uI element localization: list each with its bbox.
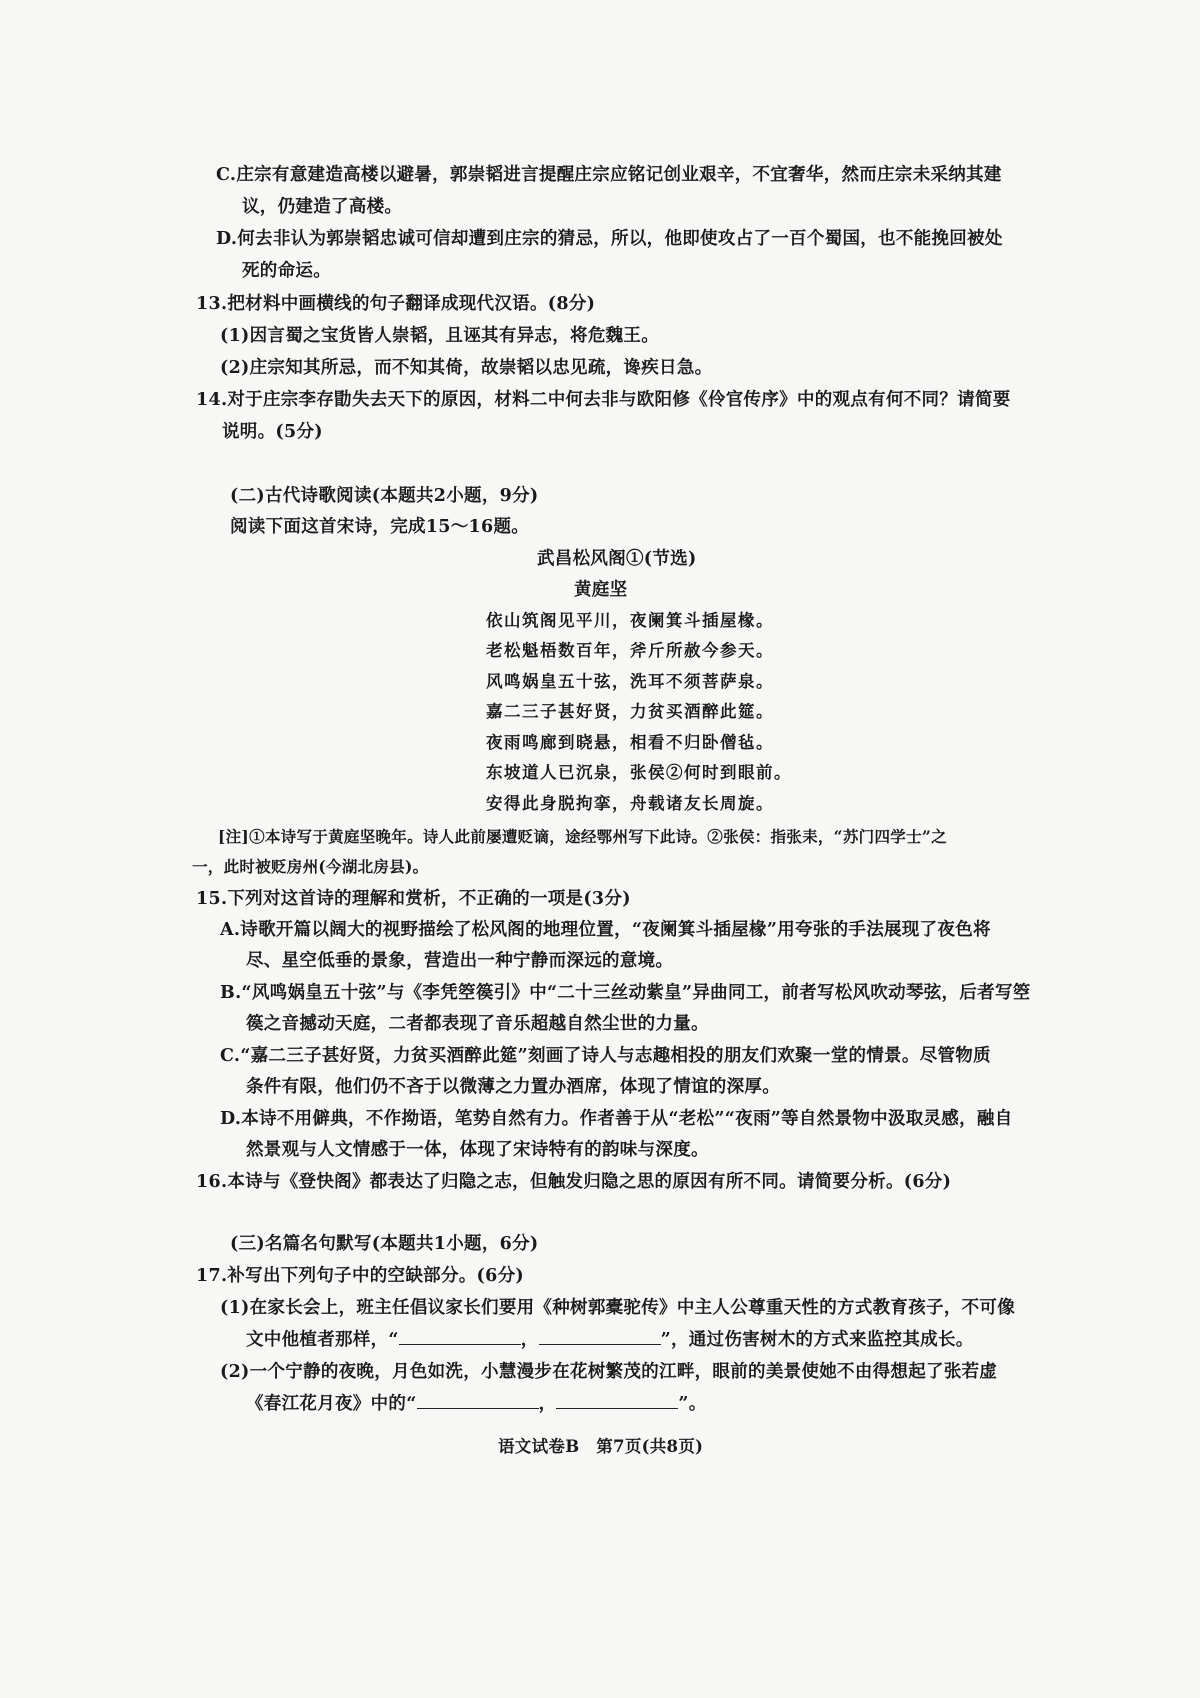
- fill-blank-2[interactable]: [539, 1326, 661, 1345]
- option-15a-line-2: 尽、星空低垂的景象，营造出一种宁静而深远的意境。: [246, 951, 674, 971]
- question-17: 17.补写出下列句子中的空缺部分。(6分): [196, 1266, 524, 1286]
- fill-2-suffix: ”。: [678, 1394, 707, 1414]
- poem-line-5: 夜雨鸣廊到晓悬，相看不归卧僧毡。: [486, 733, 774, 752]
- question-17-1-line-2: [246, 1325, 974, 1355]
- option-15c-line-1: C.“嘉二三子甚好贤，力贫买酒醉此筵”刻画了诗人与志趣相投的朋友们欢聚一堂的情景。尽管物质: [220, 1046, 991, 1066]
- option-15b-line-2: 篌之音撼动天庭，二者都表现了音乐超越自然尘世的力量。: [246, 1014, 709, 1034]
- poem-line-6: 东坡道人已沉泉，张侯②何时到眼前。: [486, 763, 792, 782]
- section-2-heading: (二)古代诗歌阅读(本题共2小题，9分): [230, 486, 539, 506]
- poem-note-line-1: [注]①本诗写于黄庭坚晚年。诗人此前屡遭贬谪，途经鄂州写下此诗。②张侯：指张耒，“苏门四学士”之: [218, 827, 947, 846]
- question-16: 16.本诗与《登快阁》都表达了归隐之志，但触发归隐之思的原因有所不同。请简要分析。(6分): [196, 1172, 952, 1192]
- poem-note-line-2: 一，此时被贬房州(今湖北房县)。: [192, 857, 429, 876]
- fill-1-suffix: ”，通过伤害树木的方式来监控其成长。: [660, 1330, 974, 1350]
- fill-2-prefix: 《春江花月夜》中的“: [246, 1394, 417, 1414]
- option-15d-line-1: D.本诗不用僻典，不作拗语，笔势自然有力。作者善于从“老松”“夜雨”等自然景物中汲取灵感，融自: [220, 1109, 1013, 1129]
- question-14-line-2: 说明。(5分): [222, 422, 323, 442]
- option-15c-line-2: 条件有限，他们仍不吝于以微薄之力置办酒席，体现了情谊的深厚。: [246, 1077, 780, 1097]
- question-17-2-line-1: (2)一个宁静的夜晚，月色如洗，小慧漫步在花树繁茂的江畔，眼前的美景使她不由得想起了张若虚: [220, 1362, 998, 1382]
- option-d-line-2: 死的命运。: [242, 261, 331, 281]
- poem-author: 黄庭坚: [574, 580, 628, 600]
- page-footer: 语文试卷B 第7页(共8页): [498, 1437, 704, 1456]
- question-17-2-line-2: [246, 1389, 707, 1419]
- question-13: 13.把材料中画横线的句子翻译成现代汉语。(8分): [196, 294, 596, 314]
- section-3-heading: (三)名篇名句默写(本题共1小题，6分): [230, 1234, 539, 1254]
- fill-blank-1[interactable]: [399, 1326, 521, 1345]
- option-c-line-1: C.庄宗有意建造高楼以避暑，郭崇韬进言提醒庄宗应铭记创业艰辛，不宜奢华，然而庄宗未采纳其建: [216, 165, 1002, 185]
- fill-1-prefix: 文中他植者那样，“: [246, 1330, 399, 1350]
- poem-line-7: 安得此身脱拘挛，舟载诸友长周旋。: [486, 794, 774, 813]
- question-17-1-line-1: (1)在家长会上，班主任倡议家长们要用《种树郭橐驼传》中主人公尊重天性的方式教育孩子，不可像: [220, 1298, 1016, 1318]
- section-2-instruction: 阅读下面这首宋诗，完成15～16题。: [230, 517, 530, 537]
- poem-line-4: 嘉二三子甚好贤，力贫买酒醉此筵。: [486, 702, 774, 721]
- question-13-sentence-2: (2)庄宗知其所忌，而不知其倚，故崇韬以忠见疏，谗疾日急。: [220, 358, 713, 378]
- fill-blank-3[interactable]: [417, 1390, 539, 1409]
- option-15d-line-2: 然景观与人文情感于一体，体现了宋诗特有的韵味与深度。: [246, 1140, 709, 1160]
- fill-1-separator: ，: [520, 1330, 539, 1350]
- question-13-sentence-1: (1)因言蜀之宝货皆人崇韬，且诬其有异志，将危魏王。: [220, 326, 660, 346]
- option-15a-line-1: A.诗歌开篇以阔大的视野描绘了松风阁的地理位置，“夜阑箕斗插屋椽”用夸张的手法展现了夜色将: [220, 920, 991, 940]
- fill-2-separator: ，: [538, 1394, 557, 1414]
- poem-line-2: 老松魁梧数百年，斧斤所赦今参天。: [486, 641, 774, 660]
- option-c-line-2: 议，仍建造了高楼。: [242, 197, 403, 217]
- poem-line-3: 风鸣娲皇五十弦，洗耳不须菩萨泉。: [486, 672, 774, 691]
- option-15b-line-1: B.“风鸣娲皇五十弦”与《李凭箜篌引》中“二十三丝动紫皇”异曲同工，前者写松风吹动琴弦，后者写箜: [220, 983, 1031, 1003]
- poem-line-1: 依山筑阁见平川，夜阑箕斗插屋椽。: [486, 611, 774, 630]
- option-d-line-1: D.何去非认为郭崇韬忠诚可信却遭到庄宗的猜忌，所以，他即使攻占了一百个蜀国，也不能挽回被处: [216, 229, 1003, 249]
- fill-blank-4[interactable]: [556, 1390, 678, 1409]
- poem-title: 武昌松风阁①(节选): [537, 549, 697, 569]
- question-15: 15.下列对这首诗的理解和赏析，不正确的一项是(3分): [196, 889, 631, 909]
- question-14-line-1: 14.对于庄宗李存勖失去天下的原因，材料二中何去非与欧阳修《伶官传序》中的观点有何不同？请简要: [196, 390, 1011, 410]
